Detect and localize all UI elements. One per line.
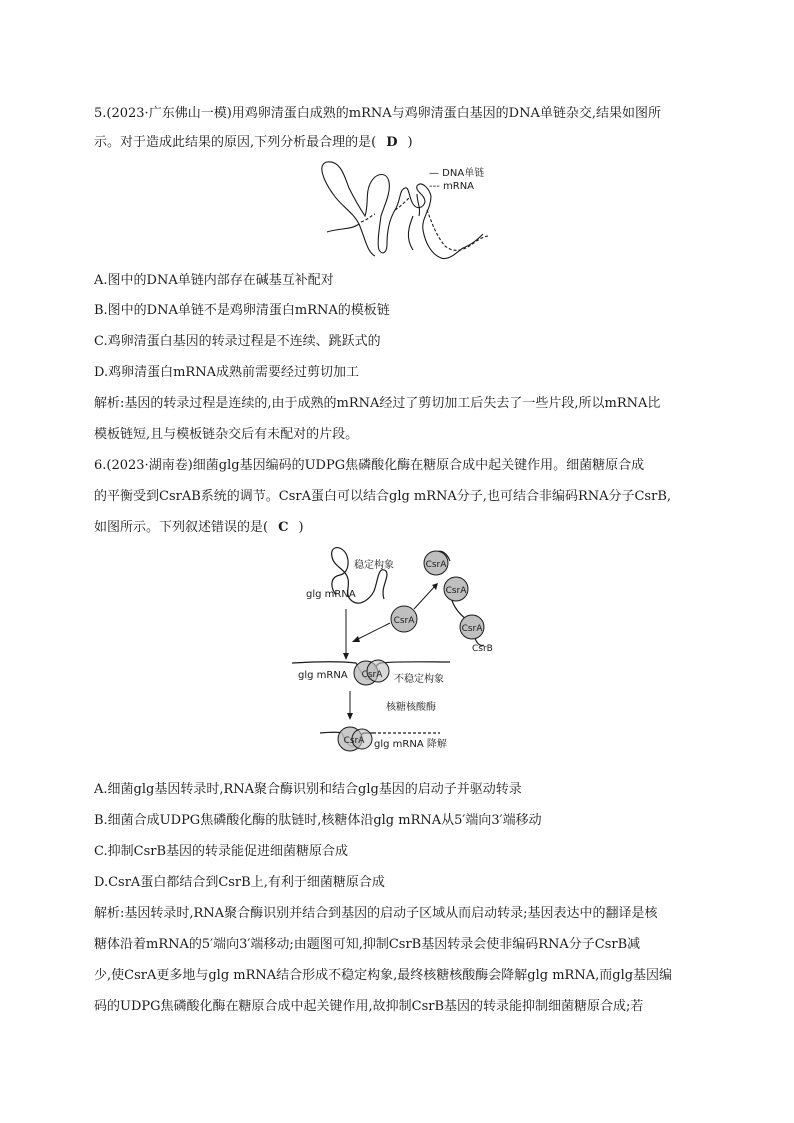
q6-stem-text: 如图所示。下列叙述错误的是( xyxy=(94,520,269,535)
q5-stem-text: 示。对于造成此结果的原因,下列分析最合理的是( xyxy=(94,135,377,150)
csra-label-1: CsrA xyxy=(425,560,447,570)
csra-label-free: CsrA xyxy=(393,616,415,626)
q6-answer: C xyxy=(278,520,289,535)
csra-label-3: CsrA xyxy=(461,624,483,634)
q6-analysis-line-3: 少,使CsrA更多地与glg mRNA结合形成不稳定构象,最终核糖核酸酶会降解glg mRNA,而glg基因编 xyxy=(94,968,673,983)
q5-analysis-line-1: 解析:基因的转录过程是连续的,由于成熟的mRNA经过了剪切加工后失去了一些片段,所以mRNA比 xyxy=(94,396,661,411)
label-csrb: CsrB xyxy=(472,644,493,654)
label-unstable: 不稳定构象 xyxy=(394,674,444,685)
q6-analysis-line-4: 码的UDPG焦磷酸化酶在糖原合成中起关键作用,故抑制CsrB基因的转录能抑制细菌糖原合成;若 xyxy=(94,999,644,1014)
q5-option-a: A.图中的DNA单链内部存在碱基互补配对 xyxy=(94,273,334,288)
q6-stem-line-3 xyxy=(94,520,704,536)
q6-stem-line-1: 6.(2023·湖南卷)细菌glg基因编码的UDPG焦磷酸化酶在糖原合成中起关键作用。细菌糖原合成 xyxy=(94,458,645,473)
arrow-down-2-head xyxy=(347,713,353,720)
q5-option-d: D.鸡卵清蛋白mRNA成熟前需要经过剪切加工 xyxy=(94,365,359,380)
q5-option-b: B.图中的DNA单链不是鸡卵清蛋白mRNA的模板链 xyxy=(94,303,390,318)
q5-option-c: C.鸡卵清蛋白基因的转录过程是不连续、跳跃式的 xyxy=(94,334,381,349)
q6-paren-close: ) xyxy=(298,520,304,535)
csra-label-2: CsrA xyxy=(445,586,467,596)
q6-stem-line-2: 的平衡受到CsrAB系统的调节。CsrA蛋白可以结合glg mRNA分子,也可结合非编码RNA分子CsrB, xyxy=(94,489,672,504)
q6-analysis-line-2: 糖体沿着mRNA的5′端向3′端移动;由题图可知,抑制CsrB基因转录会使非编码RNA分子CsrB减 xyxy=(94,937,641,952)
q6-analysis-line-1: 解析:基因转录时,RNA聚合酶识别并结合到基因的启动子区域从而启动转录;基因表达中的翻译是核 xyxy=(94,906,658,921)
q5-stem-line-1: 5.(2023·广东佛山一模)用鸡卵清蛋白成熟的mRNA与鸡卵清蛋白基因的DNA单链杂交,结果如图所 xyxy=(94,106,661,121)
label-glg-mrna-top: glg mRNA xyxy=(306,589,356,600)
q5-paren-close: ) xyxy=(407,135,413,150)
q5-answer: D xyxy=(386,135,398,150)
label-glg-mrna-mid: glg mRNA xyxy=(298,670,348,681)
q6-option-b: B.细菌合成UDPG焦磷酸化酶的肽链时,核糖体沿glg mRNA从5′端向3′端移动 xyxy=(94,813,542,828)
csra-label-bound: CsrA xyxy=(361,670,383,680)
q5-stem-line-2 xyxy=(94,135,704,151)
arrow-to-glg xyxy=(354,623,390,641)
arrow-to-glg-head xyxy=(352,636,360,642)
legend-dna: — DNA单链 xyxy=(429,168,485,179)
q6-option-c: C.抑制CsrB基因的转录能促进细菌糖原合成 xyxy=(94,844,349,859)
q6-csrab-diagram xyxy=(290,543,520,770)
q5-analysis-line-2: 模板链短,且与模板链杂交后有未配对的片段。 xyxy=(94,427,359,442)
q5-hybridization-diagram xyxy=(305,158,515,268)
arrow-to-csrb xyxy=(414,585,436,609)
q6-option-d: D.CsrA蛋白都结合到CsrB上,有利于细菌糖原合成 xyxy=(94,875,385,890)
q6-option-a: A.细菌glg基因转录时,RNA聚合酶识别和结合glg基因的启动子并驱动转录 xyxy=(94,782,522,797)
legend-mrna: --- mRNA xyxy=(429,181,475,192)
label-degrade: glg mRNA 降解 xyxy=(374,739,447,750)
label-rnase: 核糖核酸酶 xyxy=(386,702,436,713)
csra-label-degrade: CsrA xyxy=(343,736,365,746)
label-stable: 稳定构象 xyxy=(354,560,394,571)
arrow-down-1-head xyxy=(343,653,349,660)
